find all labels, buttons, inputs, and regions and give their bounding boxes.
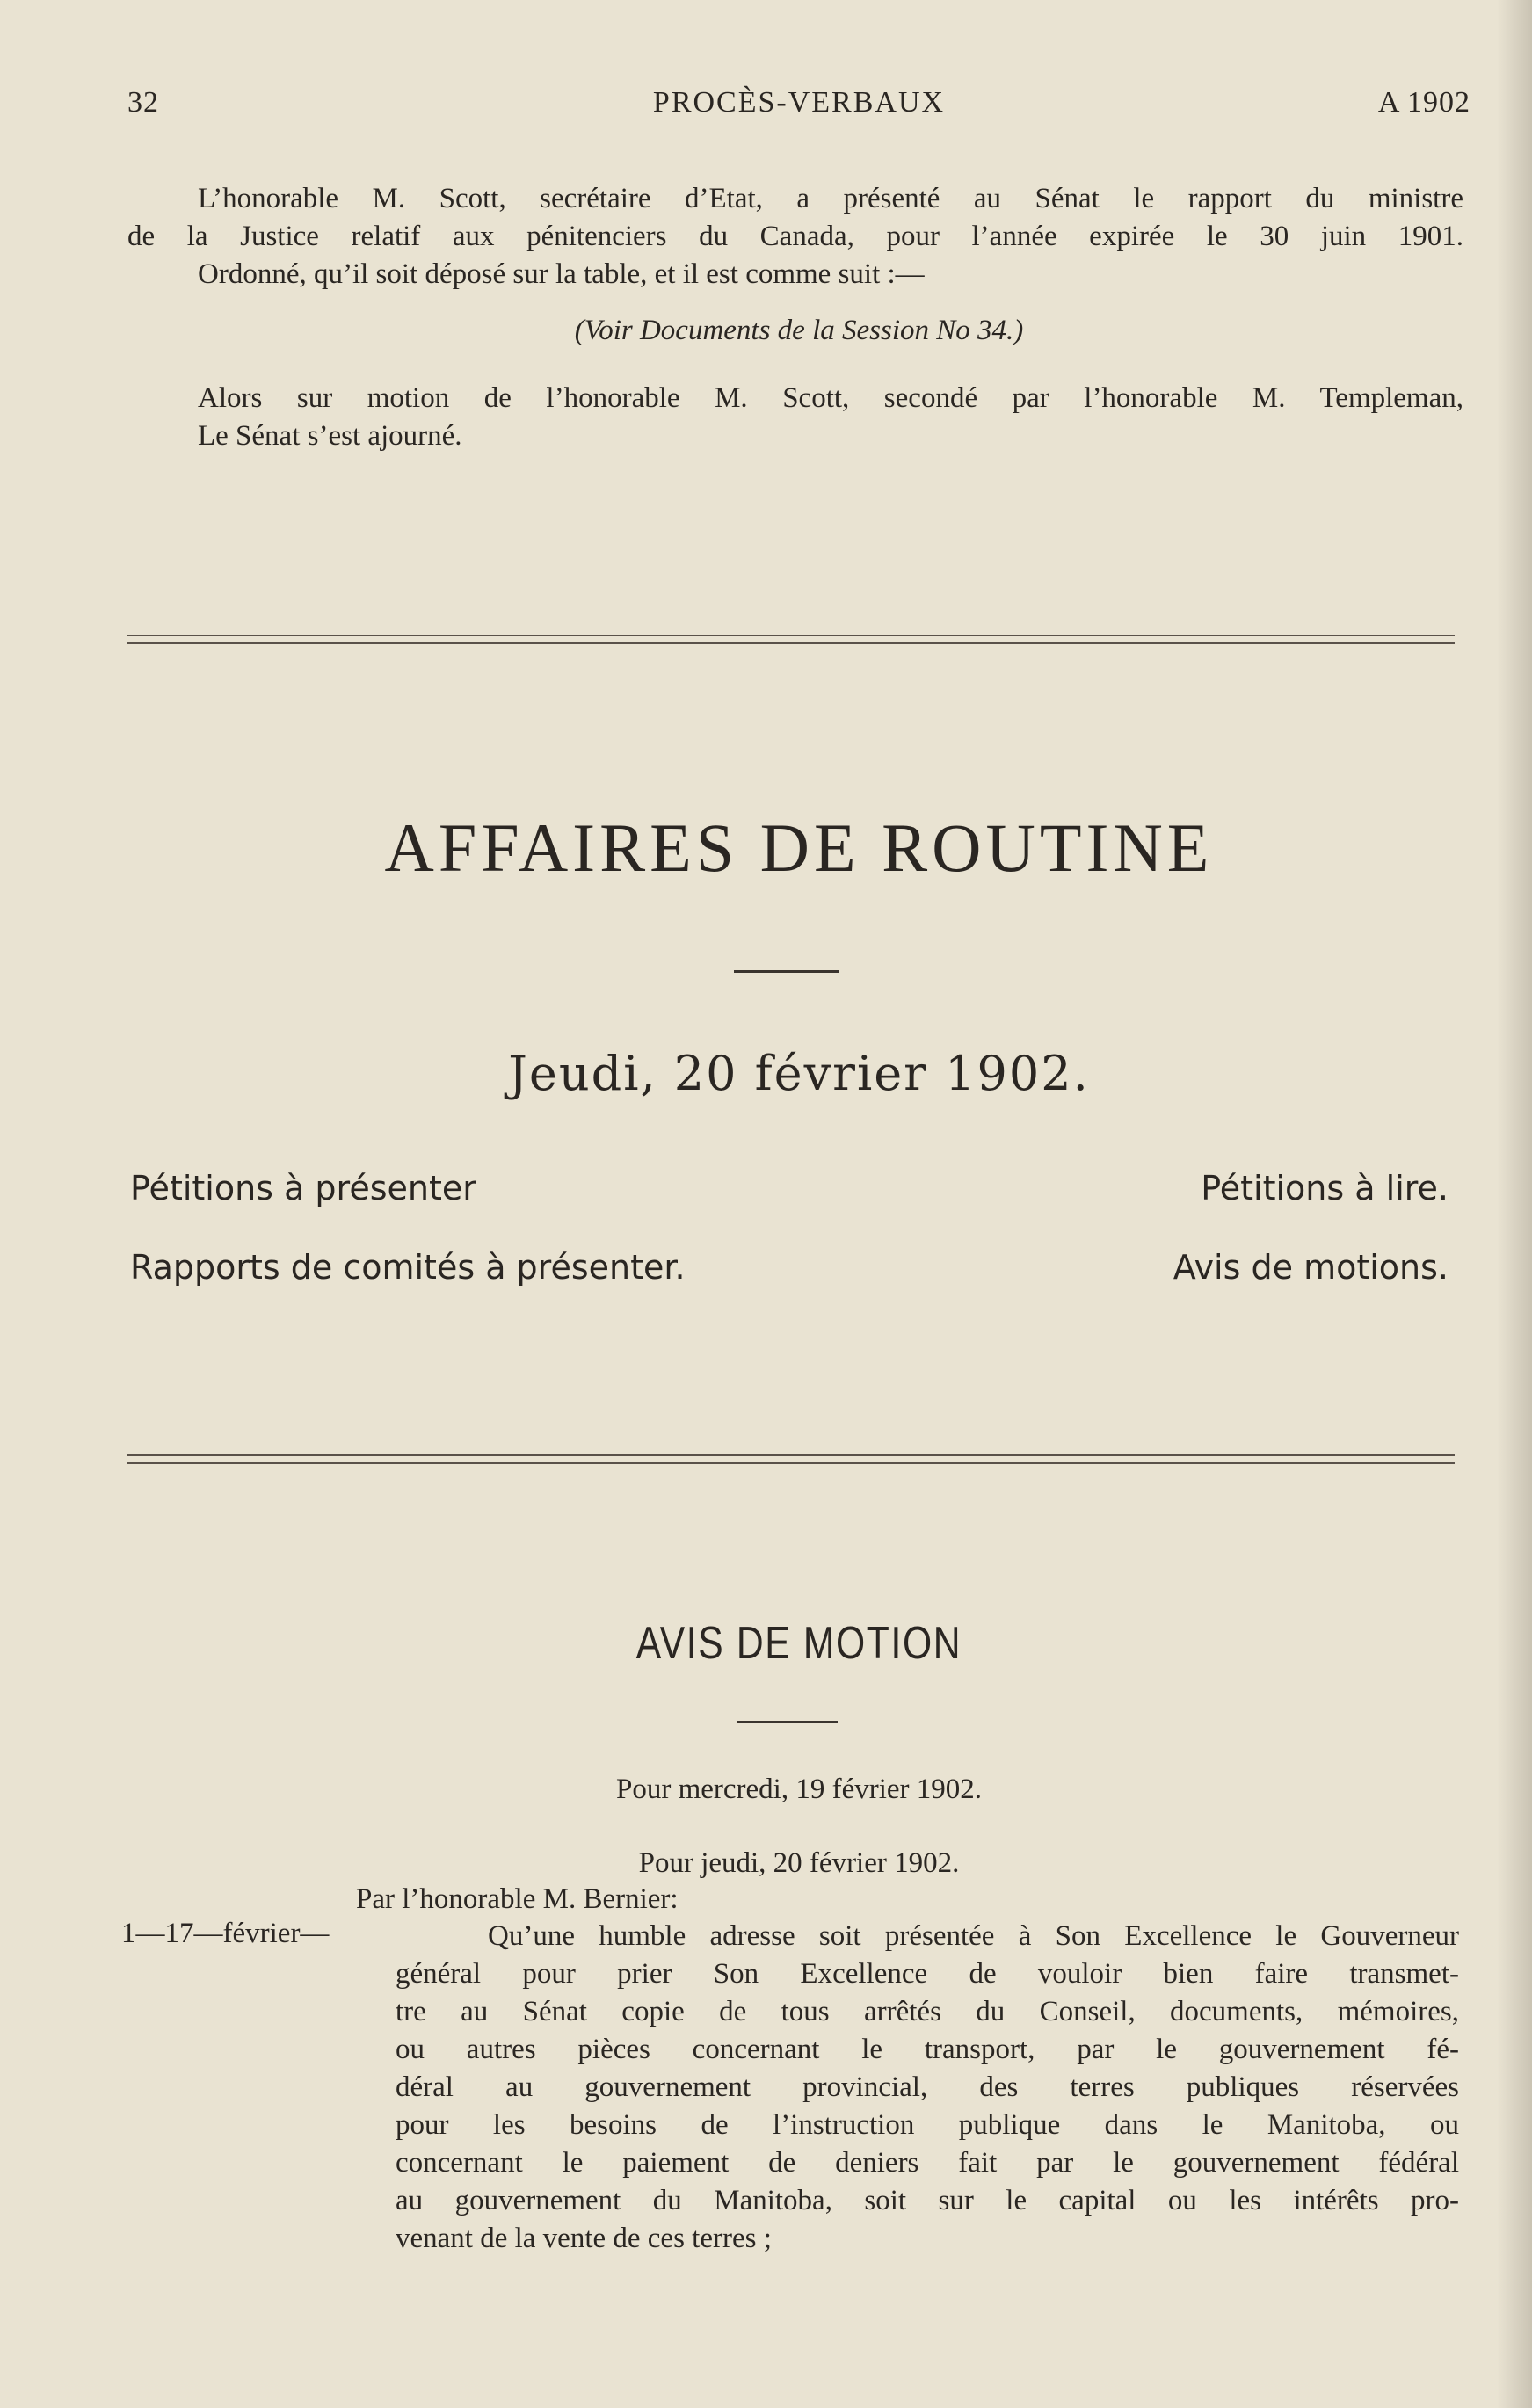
motion-line-7: concernant le paiement de deniers fait par le gouvernement fédéral	[396, 2147, 1459, 2179]
page-edge-shadow	[1497, 0, 1532, 2408]
avis-heading: AVIS DE MOTION	[635, 1618, 962, 1669]
rapports-comites: Rapports de comités à présenter.	[130, 1248, 686, 1287]
intro-line-3: Ordonné, qu’il soit déposé sur la table, et il est comme suit :—	[198, 258, 925, 290]
pour-mercredi: Pour mercredi, 19 février 1902.	[615, 1773, 983, 1805]
motion-number: 1—17—février—	[121, 1918, 330, 1949]
par-honorable: Par l’honorable M. Bernier:	[356, 1883, 679, 1915]
page-number: 32	[127, 86, 159, 119]
motion-line-4: ou autres pièces concernant le transport, par le gouvernement fé-	[396, 2034, 1459, 2065]
motion-line-2: général pour prier Son Excellence de vouloir bien faire transmet-	[396, 1958, 1459, 1990]
adjourn-line-2: Le Sénat s’est ajourné.	[198, 420, 462, 452]
avis-motions: Avis de motions.	[1173, 1248, 1449, 1287]
section-divider-bottom	[127, 1454, 1455, 1464]
motion-line-1: Qu’une humble adresse soit présentée à Son Excellence le Gouverneur	[488, 1920, 1459, 1952]
motion-line-8: au gouvernement du Manitoba, soit sur le capital ou les intérêts pro-	[396, 2185, 1459, 2216]
running-year: A 1902	[1377, 86, 1470, 119]
voir-documents: (Voir Documents de la Session No 34.)	[574, 315, 1024, 346]
intro-line-2: de la Justice relatif aux pénitenciers du Canada, pour l’année expirée le 30 juin 1901.	[127, 221, 1463, 252]
motion-line-6: pour les besoins de l’instruction publique dans le Manitoba, ou	[396, 2109, 1459, 2141]
motion-line-3: tre au Sénat copie de tous arrêtés du Conseil, documents, mémoires,	[396, 1996, 1459, 2027]
running-title: PROCÈS-VERBAUX	[652, 86, 946, 119]
motion-line-9: venant de la vente de ces terres ;	[396, 2223, 772, 2254]
adjourn-line-1: Alors sur motion de l’honorable M. Scott, secondé par l’honorable M. Templeman,	[198, 382, 1463, 414]
routine-heading: AFFAIRES DE ROUTINE	[384, 809, 1214, 886]
routine-date: Jeudi, 20 février 1902.	[508, 1046, 1090, 1101]
heading-underline	[734, 970, 839, 973]
section-divider-top	[127, 635, 1455, 644]
motion-line-5: déral au gouvernement provincial, des terres publiques réservées	[396, 2071, 1459, 2103]
pour-jeudi: Pour jeudi, 20 février 1902.	[638, 1847, 960, 1879]
petitions-presenter: Pétitions à présenter	[130, 1169, 476, 1208]
avis-underline	[737, 1721, 838, 1723]
petitions-lire: Pétitions à lire.	[1201, 1169, 1449, 1208]
running-head	[127, 86, 1470, 127]
intro-line-1: L’honorable M. Scott, secrétaire d’Etat, a présenté au Sénat le rapport du ministre	[198, 183, 1463, 214]
